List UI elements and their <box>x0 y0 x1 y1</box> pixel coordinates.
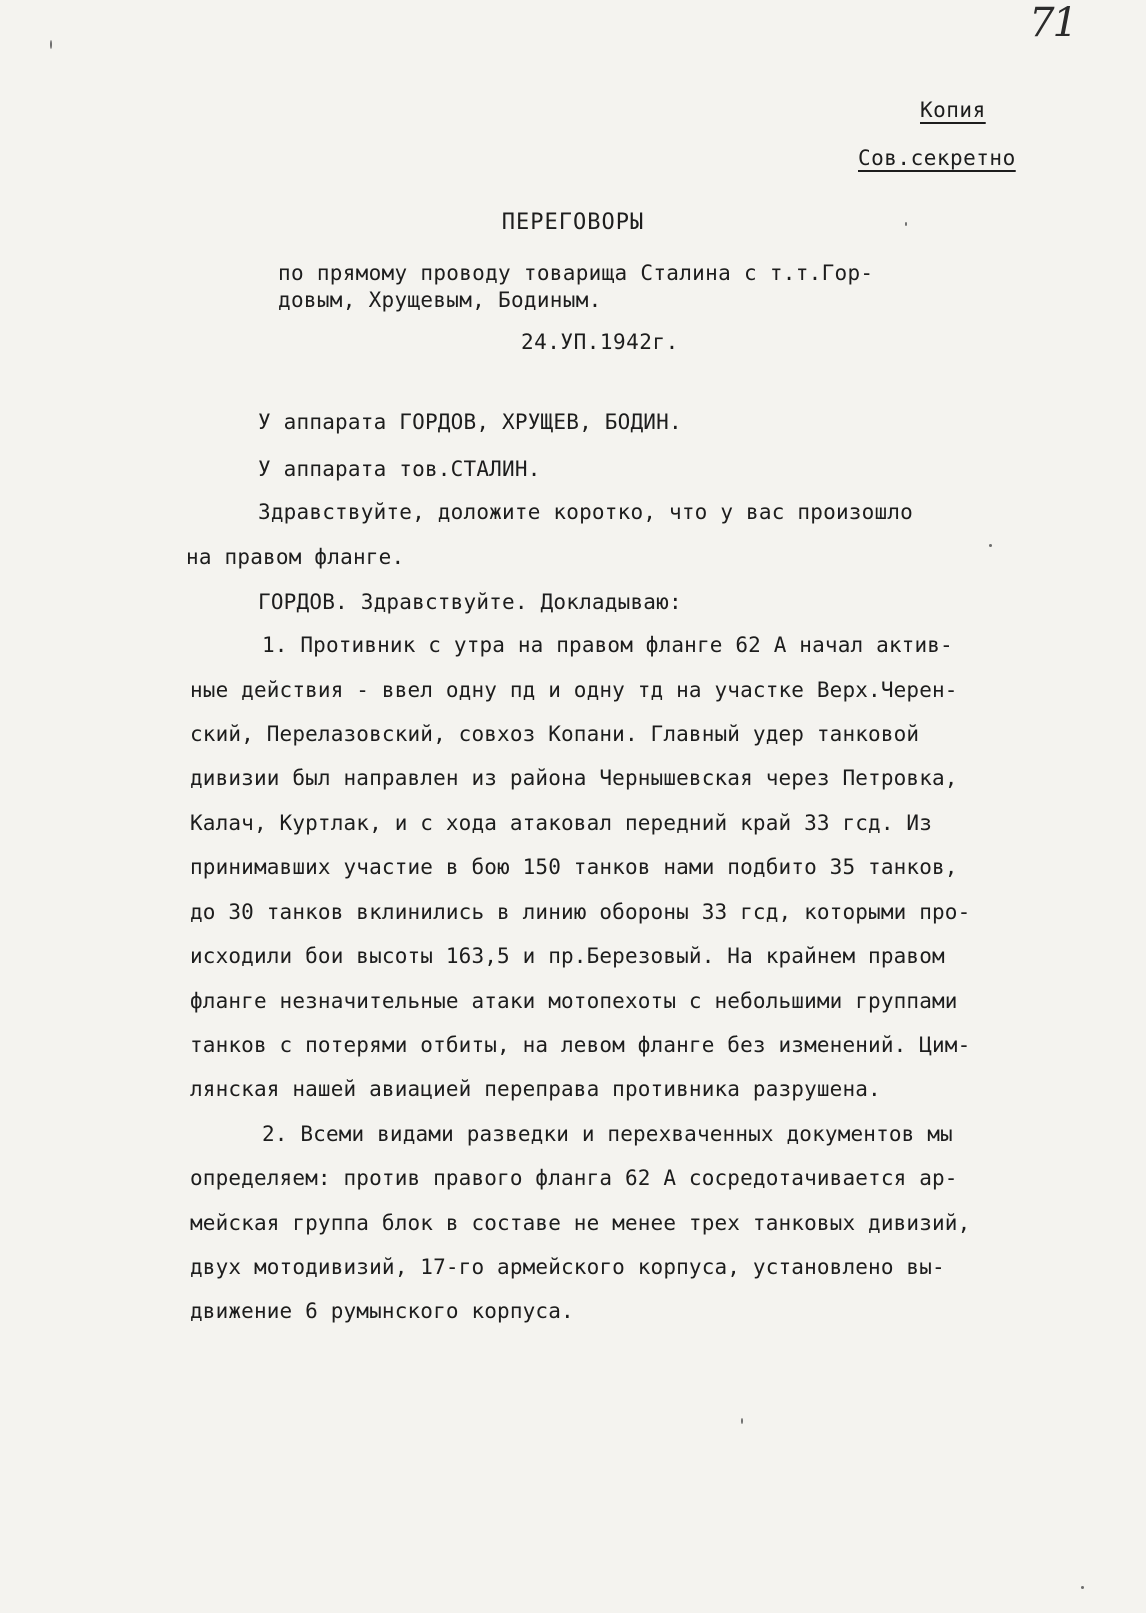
paragraph-line: движение 6 румынского корпуса. <box>190 1299 574 1323</box>
ink-speck <box>1081 1586 1084 1589</box>
paragraph-line: двух мотодивизий, 17-го армейского корпуса, установлено вы- <box>190 1255 945 1279</box>
paragraph-line: определяем: против правого фланга 62 А сосредотачивается ар- <box>190 1166 958 1190</box>
copy-label: Копия <box>920 98 986 122</box>
paragraph-line: принимавших участие в бою 150 танков нами подбито 35 танков, <box>190 855 958 879</box>
paragraph-line: дивизии был направлен из района Чернышевская через Петровка, <box>190 766 958 790</box>
paragraph-line: Калач, Куртлак, и с хода атаковал передний край 33 гсд. Из <box>190 811 932 835</box>
ink-speck <box>741 1418 743 1424</box>
paragraph-line: фланге незначительные атаки мотопехоты с небольшими группами <box>190 989 958 1013</box>
document-title: ПЕРЕГОВОРЫ <box>501 210 645 235</box>
dialogue-line: ГОРДОВ. Здравствуйте. Докладываю: <box>258 590 682 614</box>
paragraph-line: 2. Всеми видами разведки и перехваченных документов мы <box>262 1122 953 1146</box>
paragraph-line: ные действия - ввел одну пд и одну тд на участке Верх.Черен- <box>190 678 958 702</box>
paragraph-line: танков с потерями отбиты, на левом фланге без изменений. Цим- <box>190 1033 971 1057</box>
ink-speck <box>989 544 992 547</box>
dialogue-line: У аппарата ГОРДОВ, ХРУЩЕВ, БОДИН. <box>258 410 682 434</box>
subtitle-line: по прямому проводу товарища Сталина с т.т.Гор- <box>278 261 874 285</box>
dialogue-line: Здравствуйте, доложите коротко, что у вас произошло <box>258 500 913 524</box>
dialogue-line: на правом фланге. <box>186 545 405 569</box>
secrecy-label: Сов.секретно <box>858 146 1016 170</box>
paragraph-line: лянская нашей авиацией переправа противника разрушена. <box>190 1077 881 1101</box>
folio-number: 71 <box>1029 0 1076 46</box>
paragraph-line: мейская группа блок в составе не менее трех танковых дивизий, <box>190 1211 971 1235</box>
ink-speck <box>50 40 52 49</box>
dialogue-line: У аппарата тов.СТАЛИН. <box>258 457 541 481</box>
document-date: 24.УП.1942г. <box>521 330 679 354</box>
ink-speck <box>905 222 907 226</box>
paragraph-line: исходили бои высоты 163,5 и пр.Березовый. На крайнем правом <box>190 944 945 968</box>
document-subtitle <box>278 260 873 314</box>
paragraph-line: ский, Перелазовский, совхоз Копани. Главный удер танковой <box>190 722 920 746</box>
paragraph-line: 1. Противник с утра на правом фланге 62 А начал актив- <box>262 633 953 657</box>
subtitle-line: довым, Хрущевым, Бодиным. <box>278 288 602 312</box>
paragraph-line: до 30 танков вклинились в линию обороны 33 гсд, которыми про- <box>190 900 971 924</box>
